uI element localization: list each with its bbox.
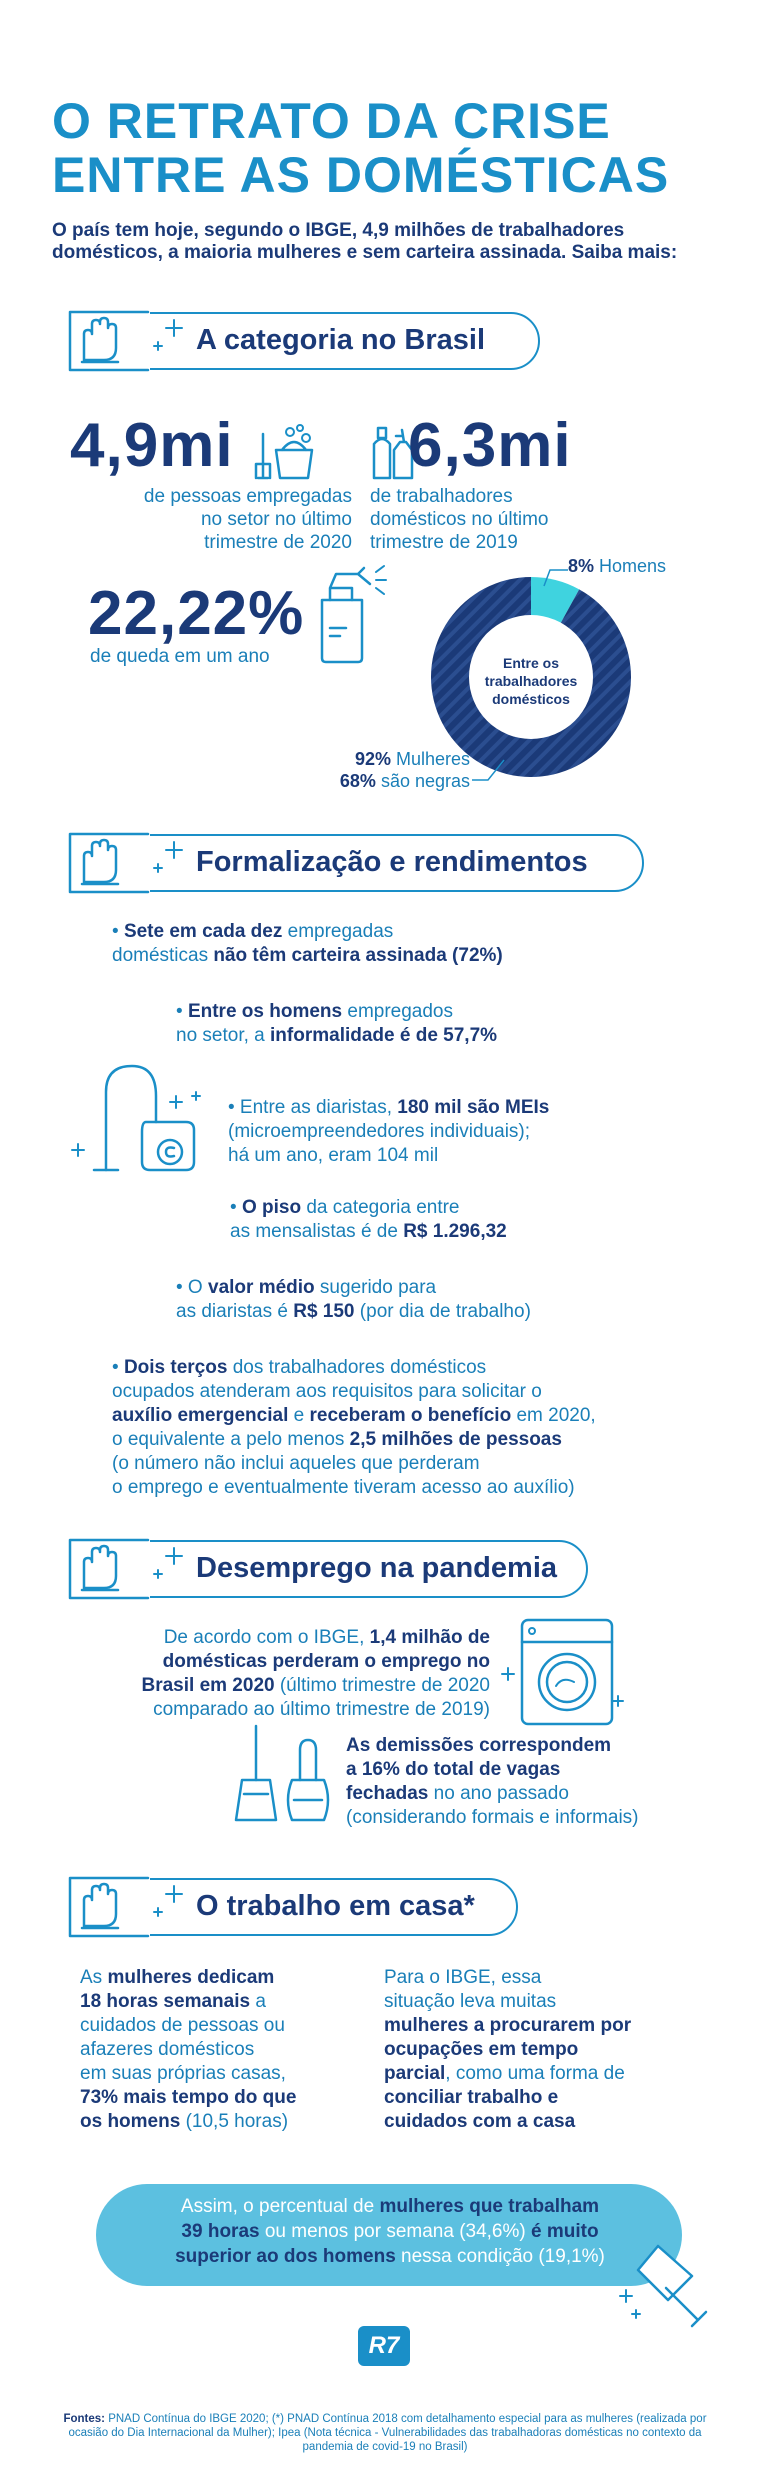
t: empregados <box>342 1001 453 1022</box>
t: não têm carteira assinada (72%) <box>213 945 503 966</box>
r7-logo: R7 <box>358 2326 410 2366</box>
t: domésticas <box>112 945 214 966</box>
trabalho-left-line-2 <box>80 1990 296 2014</box>
section-title-trabalho: O trabalho em casa* <box>196 1890 475 1922</box>
stat-22-22-desc: de queda em um ano <box>90 646 270 667</box>
formal-p3-line-3: há um ano, eram 104 mil <box>228 1145 439 1166</box>
t: cuidados com a casa <box>384 2111 576 2132</box>
sparkle-icon <box>150 1882 190 1922</box>
trabalho-left-line-7 <box>80 2110 296 2134</box>
desemp-p2-line-1 <box>346 1734 639 1758</box>
brooms-icon <box>228 1720 338 1830</box>
donut-label-homens <box>568 556 666 577</box>
trabalho-right-line-7 <box>384 2110 631 2134</box>
t: 39 horas <box>181 2221 260 2242</box>
t: De acordo com o IBGE, <box>163 1627 370 1648</box>
trabalho-right-line-1: Para o IBGE, essa <box>384 1967 542 1988</box>
glove-icon <box>62 826 152 900</box>
t: • <box>176 1001 188 1022</box>
t: auxílio emergencial <box>112 1405 289 1426</box>
trabalho-right-line-2: situação leva muitas <box>384 1991 557 2012</box>
title-line-1: O RETRATO DA CRISE <box>52 93 611 149</box>
homens-label: Homens <box>594 556 667 576</box>
homens-pct: 8% <box>568 556 595 576</box>
donut-center-label-2: trabalhadores <box>484 673 578 689</box>
banner-line-3 <box>120 2244 660 2269</box>
t: Brasil em 2020 <box>141 1675 275 1696</box>
t: no ano passado <box>428 1783 569 1804</box>
t: Assim, o percentual de <box>180 2196 380 2217</box>
t: O piso <box>241 1197 302 1218</box>
desemp-p2-line-3 <box>346 1782 639 1806</box>
t: R$ 150 <box>293 1301 355 1322</box>
t: (por dia de trabalho) <box>354 1301 531 1322</box>
trabalho-right-line-4 <box>384 2038 631 2062</box>
t: sugerido para <box>314 1277 437 1298</box>
page-title <box>52 94 669 202</box>
formal-p5 <box>176 1276 531 1324</box>
banner-line-1 <box>120 2194 660 2219</box>
t: • Entre as diaristas, <box>228 1097 398 1118</box>
squeegee-icon <box>618 2240 718 2330</box>
t: • O <box>176 1277 208 1298</box>
vacuum-cleaner-icon <box>66 1052 216 1182</box>
t: as diaristas é <box>176 1301 294 1322</box>
t: a <box>250 1991 266 2012</box>
t: mulheres a procurarem por <box>384 2015 632 2036</box>
formal-p4-line-2 <box>230 1220 507 1244</box>
formal-p6-line-5: (o número não inclui aqueles que perderam <box>112 1453 480 1474</box>
stat-desc-line: trimestre de 2020 <box>204 532 352 553</box>
t: (10,5 horas) <box>180 2111 289 2132</box>
negras-pct: 68% <box>339 771 376 791</box>
desemp-p1-line-2 <box>60 1650 490 1674</box>
mulheres-label: Mulheres <box>390 749 470 769</box>
t: 18 horas semanais <box>80 1991 251 2012</box>
t: Dois terços <box>123 1357 228 1378</box>
desemp-p2-line-2 <box>346 1758 639 1782</box>
desemp-p1-line-1 <box>60 1626 490 1650</box>
stat-6-3mi-desc <box>370 485 630 554</box>
spray-bottle-icon <box>300 558 390 668</box>
trabalho-left-line-4: afazeres domésticos <box>80 2039 255 2060</box>
t: R$ 1.296,32 <box>403 1221 507 1242</box>
trabalho-right-line-5 <box>384 2062 631 2086</box>
sparkle-icon <box>150 316 190 356</box>
t: informalidade é de 57,7% <box>270 1025 498 1046</box>
stat-desc-line: de pessoas empregadas <box>143 486 352 507</box>
section-title-desemprego: Desemprego na pandemia <box>196 1552 557 1584</box>
negras-label: são negras <box>375 771 470 791</box>
t: mulheres que trabalham <box>379 2196 600 2217</box>
trabalho-right <box>384 1966 631 2134</box>
donut-leader-homens <box>540 566 570 596</box>
t: parcial <box>384 2063 446 2084</box>
t: receberam o benefício <box>309 1405 512 1426</box>
stat-desc-line: de trabalhadores <box>370 486 513 507</box>
trabalho-right-line-6 <box>384 2086 631 2110</box>
t: empregadas <box>282 921 394 942</box>
formal-p4 <box>230 1196 507 1244</box>
desemp-p1 <box>60 1626 490 1722</box>
stat-desc-line: trimestre de 2019 <box>370 532 518 553</box>
t: ocupações em tempo <box>384 2039 579 2060</box>
stat-4-9mi-desc <box>60 485 352 554</box>
formal-p1-line-2 <box>112 944 503 968</box>
desemp-p2 <box>346 1734 639 1830</box>
t: As demissões correspondem <box>346 1735 612 1756</box>
t: • <box>112 1357 124 1378</box>
donut-center-label-3: domésticos <box>492 691 570 707</box>
t: valor médio <box>208 1277 315 1298</box>
formal-p2-line-1 <box>176 1000 497 1024</box>
banner-line-2 <box>120 2219 660 2244</box>
t: da categoria entre <box>301 1197 460 1218</box>
sparkle-icon <box>150 838 190 878</box>
section-title-categoria: A categoria no Brasil <box>196 324 486 356</box>
formal-p6-line-2: ocupados atenderam aos requisitos para solicitar o <box>112 1381 542 1402</box>
formal-p5-line-2 <box>176 1300 531 1324</box>
t: 73% mais tempo do que <box>80 2087 297 2108</box>
stat-desc-line: domésticos no último <box>370 509 549 530</box>
mulheres-pct: 92% <box>354 749 391 769</box>
stat-6-3mi: 6,3mi <box>408 411 572 480</box>
t: • <box>112 921 124 942</box>
desemp-p1-line-4: comparado ao último trimestre de 2019) <box>153 1699 490 1720</box>
sources-label: Fontes: <box>63 2413 105 2425</box>
desemp-p1-line-3 <box>60 1674 490 1698</box>
t: 1,4 milhão de <box>369 1627 490 1648</box>
t: Sete em cada dez <box>123 921 283 942</box>
t: o equivalente a pelo menos <box>112 1429 350 1450</box>
t: e <box>288 1405 310 1426</box>
t: superior ao dos homens <box>175 2246 396 2267</box>
formal-p1-line-1 <box>112 920 503 944</box>
section-title-formalizacao: Formalização e rendimentos <box>196 846 588 878</box>
trabalho-left-line-1 <box>80 1966 296 1990</box>
glove-icon <box>62 1532 152 1606</box>
stat-22-22: 22,22% <box>88 579 305 648</box>
t: • <box>230 1197 242 1218</box>
sources-text: PNAD Contínua do IBGE 2020; (*) PNAD Contínua 2018 com detalhamento especial para as mulheres (realizada por ocasião do Dia Internacional da Mulher); Ipea (Nota técnica - Vulnerabilidades das trabalhadoras domésticas no contexto da pandemia de covid-19 no Brasil) <box>68 2413 707 2453</box>
formal-p6-line-1 <box>112 1356 596 1380</box>
desemp-p2-line-4: (considerando formais e informais) <box>346 1807 639 1828</box>
t: é muito <box>531 2221 599 2242</box>
washing-machine-icon <box>500 1612 620 1732</box>
highlight-banner-text <box>120 2194 660 2269</box>
formal-p6-line-6: o emprego e eventualmente tiveram acesso ao auxílio) <box>112 1477 575 1498</box>
t: ou menos por semana (34,6%) <box>259 2221 531 2242</box>
title-line-2: ENTRE AS DOMÉSTICAS <box>52 147 670 203</box>
trabalho-left-line-3: cuidados de pessoas ou <box>80 2015 285 2036</box>
t: fechadas <box>346 1783 429 1804</box>
sparkle-icon <box>150 1544 190 1584</box>
intro-text: O país tem hoje, segundo o IBGE, 4,9 milhões de trabalhadores domésticos, a maioria mulheres e sem carteira assinada. Saiba mais: <box>52 220 678 263</box>
t: As <box>80 1967 108 1988</box>
formal-p2-line-2 <box>176 1024 497 1048</box>
trabalho-right-line-3 <box>384 2014 631 2038</box>
glove-icon <box>62 304 152 378</box>
cleaning-bucket-icon <box>250 420 316 482</box>
t: (último trimestre de 2020 <box>274 1675 490 1696</box>
t: nessa condição (19,1%) <box>395 2246 605 2267</box>
t: , como uma forma de <box>445 2063 625 2084</box>
t: 180 mil são MEIs <box>397 1097 550 1118</box>
donut-label-mulheres <box>280 748 470 792</box>
t: as mensalistas é de <box>230 1221 404 1242</box>
formal-p5-line-1 <box>176 1276 531 1300</box>
trabalho-left-line-5: em suas próprias casas, <box>80 2063 286 2084</box>
stat-desc-line: no setor no último <box>200 509 352 530</box>
formal-p4-line-1 <box>230 1196 507 1220</box>
formal-p6-line-3 <box>112 1404 596 1428</box>
donut-leader-mulheres <box>470 748 510 788</box>
t: 2,5 milhões de pessoas <box>349 1429 562 1450</box>
negras-line <box>280 770 470 792</box>
trabalho-left <box>80 1966 296 2134</box>
t: em 2020, <box>511 1405 596 1426</box>
t: no setor, a <box>176 1025 271 1046</box>
formal-p2 <box>176 1000 497 1048</box>
t: dos trabalhadores domésticos <box>227 1357 487 1378</box>
t: a 16% do total de vagas <box>346 1759 561 1780</box>
donut-center-label-1: Entre os <box>502 655 560 671</box>
t: Entre os homens <box>187 1001 343 1022</box>
t: conciliar trabalho e <box>384 2087 559 2108</box>
formal-p6-line-4 <box>112 1428 596 1452</box>
formal-p1 <box>112 920 503 968</box>
formal-p6 <box>112 1356 596 1500</box>
trabalho-left-line-6 <box>80 2086 296 2110</box>
t: os homens <box>80 2111 181 2132</box>
mulheres-line <box>280 748 470 770</box>
glove-icon <box>62 1870 152 1944</box>
t: mulheres dedicam <box>107 1967 275 1988</box>
sources-note <box>50 2412 720 2454</box>
formal-p3-line-1 <box>228 1096 549 1120</box>
stat-4-9mi: 4,9mi <box>70 411 234 480</box>
formal-p3-line-2: (microempreendedores individuais); <box>228 1121 531 1142</box>
t: domésticas perderam o emprego no <box>162 1651 490 1672</box>
formal-p3 <box>228 1096 549 1168</box>
